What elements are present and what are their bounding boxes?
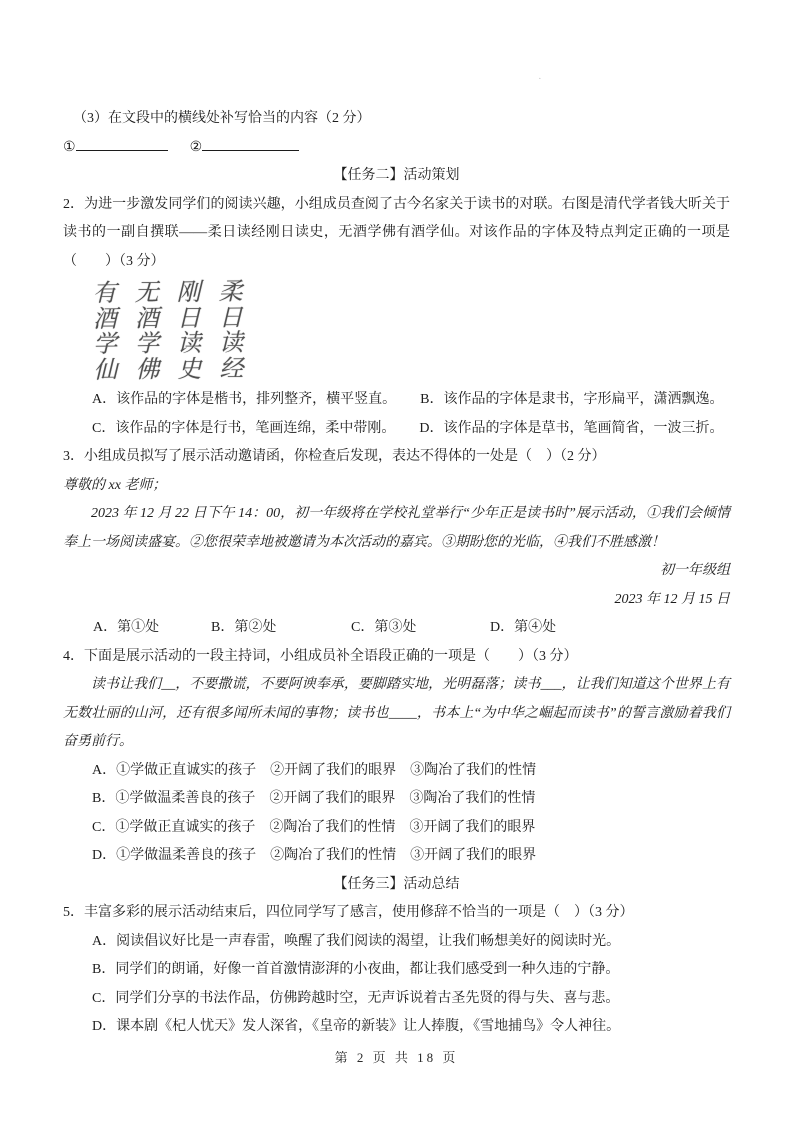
question-4-option-b: B．①学做温柔善良的孩子 ②开阔了我们的眼界 ③陶冶了我们的性情: [92, 791, 536, 806]
question-4-stem: 4．下面是展示活动的一段主持词，小组成员补全语段正确的一项是（ ）（3 分）: [63, 648, 578, 664]
subquestion-3-prompt: （3）在文段中的横线处补写恰当的内容（2 分）: [73, 111, 371, 126]
question-5-option-c: C．同学们分享的书法作品，仿佛跨越时空，无声诉说着古圣先贤的得与失、喜与悲。: [92, 990, 620, 1006]
question-2-stem: 2．为进一步激发同学们的阅读兴趣，小组成员查阅了古今名家关于读书的对联。右图是清代学者钱大昕关于读书的一副自撰联——柔日读经刚日读史，无酒学佛有酒学仙。对该作品的字体及特点判定正确的一项是（ ）（3 分）: [63, 196, 730, 269]
question-5-option-d: D．课本剧《杞人忧天》发人深省，《皇帝的新装》让人捧腹，《雪地捕鸟》令人神往。: [92, 1019, 621, 1034]
page-number-footer: 第 2 页 共 18 页: [334, 1050, 459, 1065]
question-4-option-a: A．①学做正直诚实的孩子 ②开阔了我们的眼界 ③陶冶了我们的性情: [92, 762, 537, 778]
calligraphy-row-4: 仙佛史经: [93, 353, 262, 384]
question-3-option-a: A．第①处: [93, 620, 160, 635]
invitation-salutation: 尊敬的 xx 老师；: [63, 477, 167, 493]
question-2-option-a: A．该作品的字体是楷书，排列整齐，横平竖直。: [92, 392, 397, 407]
question-2-options-ab: [63, 386, 730, 415]
page-content: [63, 0, 730, 1042]
answer-blank-1: [76, 136, 168, 151]
question-2-options-cd: [63, 415, 730, 444]
question-2-option-c: C．该作品的字体是行书，笔画连绵，柔中带刚。: [92, 420, 396, 436]
answer-blank-2: [202, 136, 299, 151]
question-3-option-c: C．第③处: [351, 620, 417, 635]
answer-blanks-row: [63, 134, 730, 163]
invitation-date: 2023 年 12 月 15 日: [614, 591, 730, 607]
calligraphy-couplet-image: [92, 279, 283, 383]
task3-heading: 【任务三】活动总结: [333, 876, 460, 892]
calligraphy-row-1: 有无刚柔: [92, 277, 261, 307]
scan-speck: ·: [538, 73, 542, 85]
question-5-stem: 5．丰富多彩的展示活动结束后，四位同学写了感言，使用修辞不恰当的一项是（ ）（3 分）: [63, 905, 634, 920]
invitation-body: 2023 年 12 月 22 日下午 14：00，初一年级将在学校礼堂举行“少年正是读书时”展示活动，①我们会倾情奉上一场阅读盛宴。②您很荣幸地被邀请为本次活动的嘉宾。③期盼您的光临，④我们不胜感激！: [63, 506, 730, 550]
question-4-option-c: C．①学做正直诚实的孩子 ②陶冶了我们的性情 ③开阔了我们的眼界: [92, 819, 536, 835]
question-2-option-b: B．该作品的字体是隶书，字形扁平，潇洒飘逸。: [420, 392, 724, 407]
question-5-option-a: A．阅读倡议好比是一声春雷，唤醒了我们阅读的渴望，让我们畅想美好的阅读时光。: [92, 933, 621, 949]
question-3-stem: 3．小组成员拟写了展示活动邀请函，你检查后发现，表达不得体的一处是（ ）（2 分）: [63, 449, 606, 464]
blank-1-label: ①: [63, 139, 76, 155]
calligraphy-row-2: 酒酒日日: [92, 302, 262, 333]
question-3-options: [63, 614, 730, 643]
task2-heading: 【任务二】活动策划: [333, 168, 460, 183]
question-5-option-b: B．同学们的朗诵，好像一首首激情澎湃的小夜曲，都让我们感受到一种久违的宁静。: [92, 962, 620, 977]
question-3-option-b: B．第②处: [211, 620, 277, 635]
blank-2-label: ②: [189, 139, 203, 155]
question-2-option-d: D．该作品的字体是草书，笔画简省，一波三折。: [419, 420, 724, 436]
calligraphy-row-3: 学学读读: [92, 328, 262, 358]
question-4-passage: 读书让我们__，不要撒谎，不要阿谀奉承，要脚踏实地，光明磊落；读书___，让我们知道这个世界上有无数壮丽的山河，还有很多闻所未闻的事物；读书也____，书本上“为中华之崛起而读书”的誓言激励着我们奋勇前行。: [63, 677, 730, 749]
question-3-option-d: D．第④处: [490, 620, 557, 635]
question-4-option-d: D．①学做温柔善良的孩子 ②陶冶了我们的性情 ③开阔了我们的眼界: [92, 848, 537, 863]
invitation-signature: 初一年级组: [660, 563, 730, 578]
